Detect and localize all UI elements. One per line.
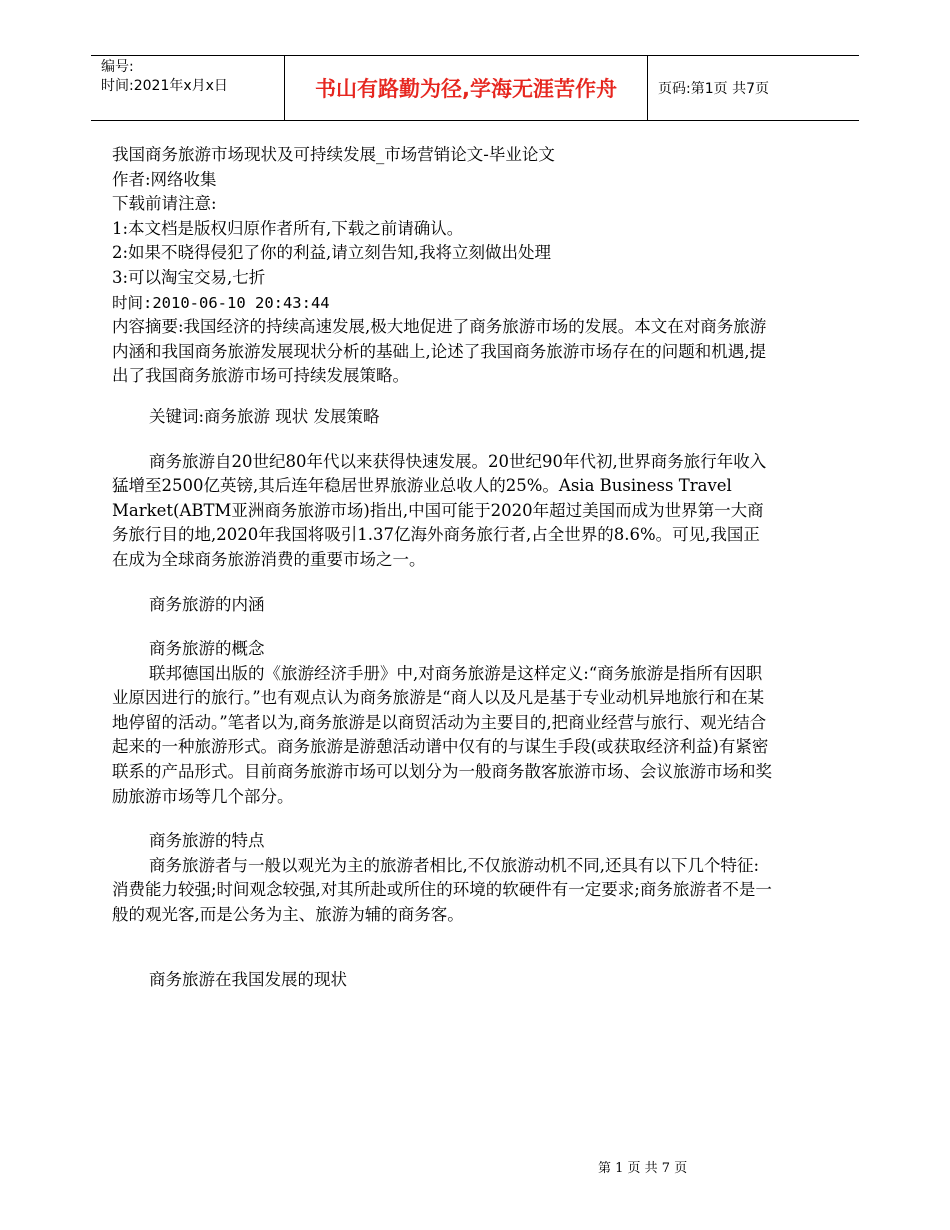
notice-item-3: 3:可以淘宝交易,七折: [112, 267, 266, 287]
header-meta-cell: [91, 56, 285, 120]
notice-heading: 下载前请注意:: [112, 194, 217, 214]
section-heading-connotation: 商务旅游的内涵: [149, 594, 265, 614]
document-number-label: 编号:: [101, 59, 134, 75]
abstract-paragraph: 内容摘要:我国经济的持续高速发展,极大地促进了商务旅游市场的发展。本文在对商务旅游内涵和我国商务旅游发展现状分析的基础上,论述了我国商务旅游市场存在的问题和机遇,提出了我国商务旅游市场可持续发展策略。: [112, 317, 767, 386]
section-heading-status: 商务旅游在我国发展的现状: [149, 969, 347, 989]
document-date-label: 时间:2021年x月x日: [101, 78, 228, 94]
timestamp-line: 时间:2010-06-10 20:43:44: [112, 293, 330, 312]
document-body: [112, 143, 772, 992]
document-header: [91, 55, 859, 121]
notice-item-1: 1:本文档是版权归原作者所有,下载之前请确认。: [112, 218, 464, 238]
section-heading-concept: 商务旅游的概念: [149, 639, 265, 659]
features-paragraph: 商务旅游者与一般以观光为主的旅游者相比,不仅旅游动机不同,还具有以下几个特征:消费能力较强;时间观念较强,对其所赴或所住的环境的软硬件有一定要求;商务旅游者不是一般的观光客,而是公务为主、旅游为辅的商务客。: [112, 855, 772, 925]
author-line: 作者:网络收集: [112, 169, 217, 189]
keywords-line: 关键词:商务旅游 现状 发展策略: [149, 406, 380, 426]
document-title: 我国商务旅游市场现状及可持续发展_市场营销论文-毕业论文: [112, 145, 555, 164]
header-motto: 书山有路勤为径,学海无涯苦作舟: [285, 56, 648, 120]
notice-item-2: 2:如果不晓得侵犯了你的利益,请立刻告知,我将立刻做出处理: [112, 243, 552, 263]
section-heading-features: 商务旅游的特点: [149, 831, 265, 851]
header-page-info: 页码:第1页 共7页: [658, 81, 769, 97]
page-footer: 第 1 页 共 7 页: [598, 1161, 688, 1176]
concept-paragraph: 联邦德国出版的《旅游经济手册》中,对商务旅游是这样定义:“商务旅游是指所有因职业原因进行的旅行。”也有观点认为商务旅游是“商人以及凡是基于专业动机异地旅行和在某地停留的活动。”笔者以为,商务旅游是以商贸活动为主要目的,把商业经营与旅行、观光结合起来的一种旅游形式。商务旅游是游憩活动谱中仅有的与谋生手段(或获取经济利益)有紧密联系的产品形式。目前商务旅游市场可以划分为一般商务散客旅游市场、会议旅游市场和奖励旅游市场等几个部分。: [112, 663, 772, 806]
intro-paragraph: 商务旅游自20世纪80年代以来获得快速发展。20世纪90年代初,世界商务旅行年收入猛增至2500亿英镑,其后连年稳居世界旅游业总收人的25%。Asia Business Travel Market(ABTM亚洲商务旅游市场)指出,中国可能于2020年超过美国而成为世界第一大商务旅行目的地,2020年我国将吸引1.37亿海外商务旅行者,占全世界的8.6%。可见,我国正在成为全球商务旅游消费的重要市场之一。: [112, 451, 767, 569]
